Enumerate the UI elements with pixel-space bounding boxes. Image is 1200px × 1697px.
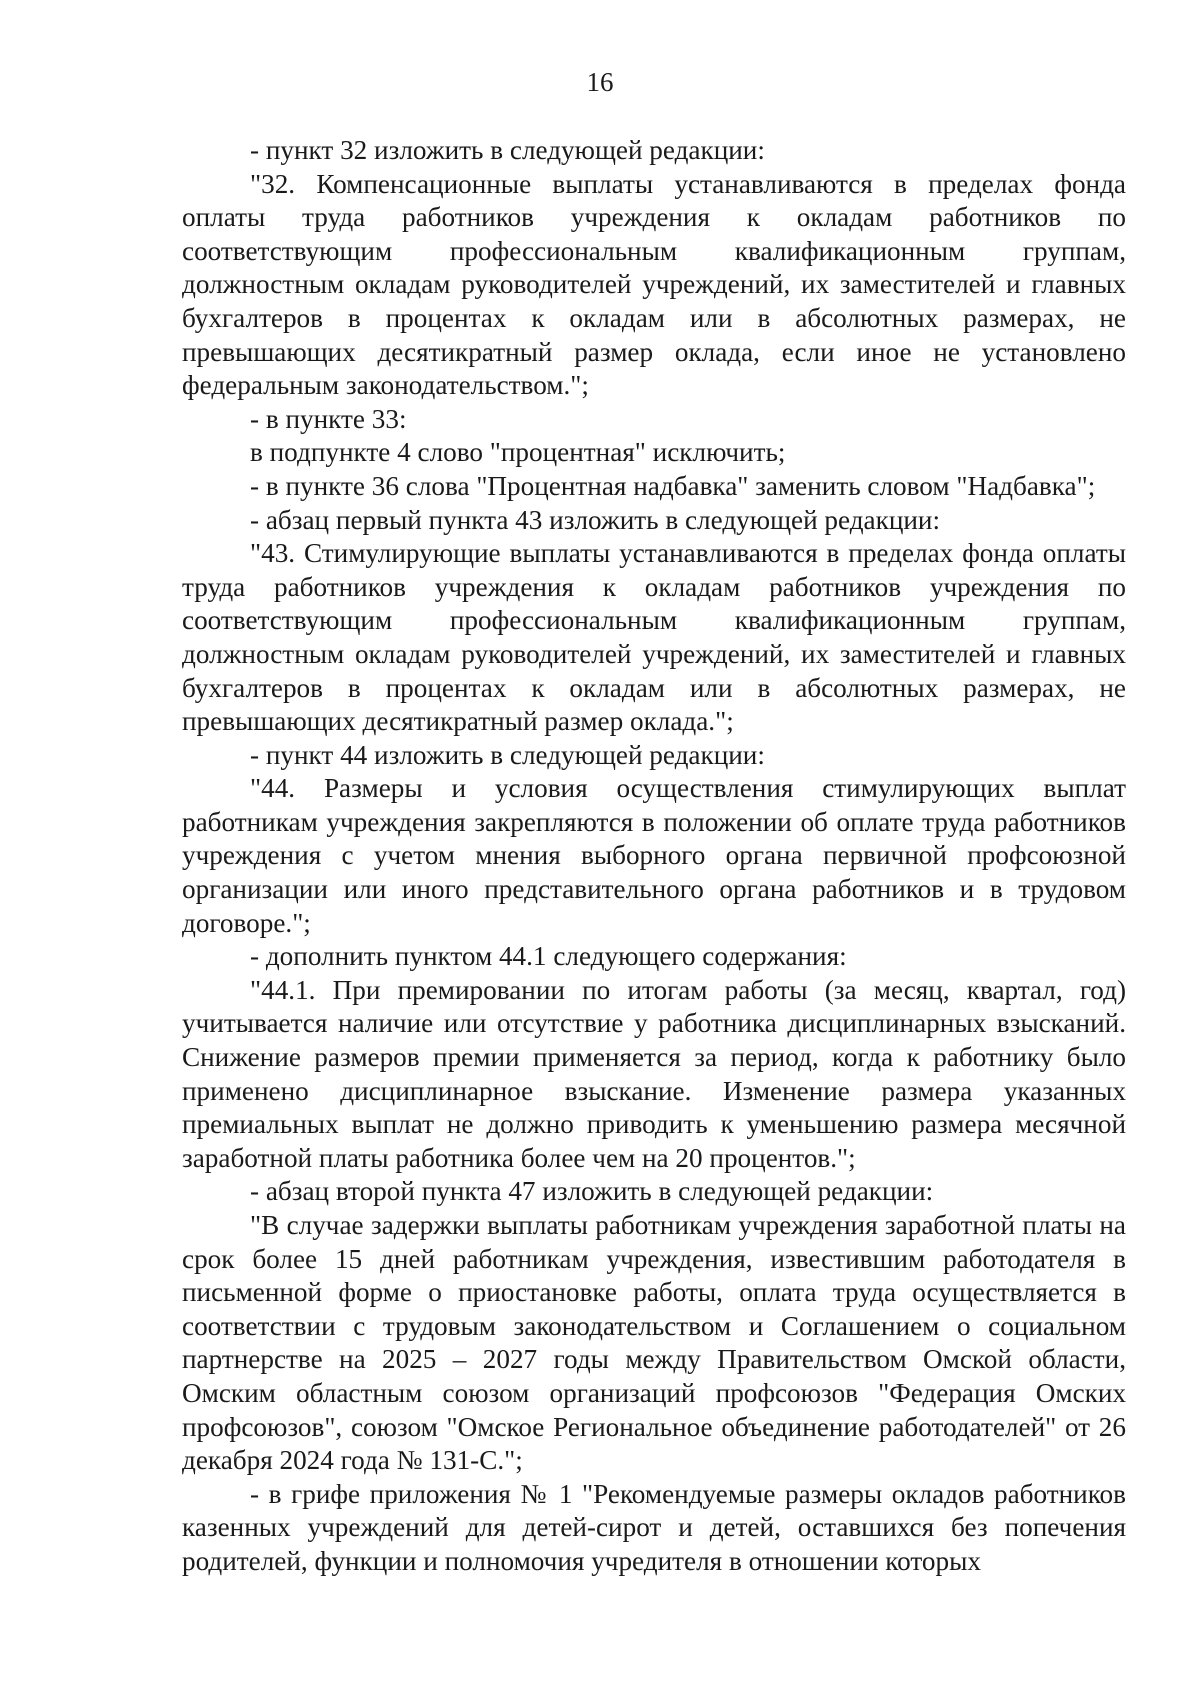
paragraph: "44.1. При премировании по итогам работы (за месяц, квартал, год) учитывается наличие или отсутствие у работника дисциплинарных взысканий. Снижение размеров премии применяется за период, когда к работнику было применено дисциплинарное взыскание. Изменение размера указанных премиальных выплат не должно приводить к уменьшению размера месячной заработной платы работника более чем на 20 процентов."; — [182, 974, 1126, 1173]
document-body — [182, 134, 1126, 1579]
paragraph: "32. Компенсационные выплаты устанавливаются в пределах фонда оплаты труда работников учреждения к окладам работников по соответствующим профессиональным квалификационным группам, должностным окладам руководителей учреждений, их заместителей и главных бухгалтеров в процентах к окладам или в абсолютных размерах, не превышающих десятикратный размер оклада, если иное не установлено федеральным законодательством."; — [182, 168, 1126, 401]
paragraph: - в пункте 36 слова "Процентная надбавка" заменить словом "Надбавка"; — [250, 470, 1096, 501]
paragraph: в подпункте 4 слово "процентная" исключить; — [250, 437, 786, 468]
paragraph: "В случае задержки выплаты работникам учреждения заработной платы на срок более 15 дней работникам учреждения, известившим работодателя в письменной форме о приостановке работы, оплата труда осуществляется в соответствии с трудовым законодательством и Соглашением о социальном партнерстве на 2025 – 2027 годы между Правительством Омской области, Омским областным союзом организаций профсоюзов "Федерация Омских профсоюзов", союзом "Омское Региональное объединение работодателей" от 26 декабря 2024 года № 131-С."; — [182, 1210, 1126, 1476]
paragraph: "43. Стимулирующие выплаты устанавливаются в пределах фонда оплаты труда работников учреждения к окладам работников учреждения по соответствующим профессиональным квалификационным группам, должностным окладам руководителей учреждений, их заместителей и главных бухгалтеров в процентах к окладам или в абсолютных размерах, не превышающих десятикратный размер оклада."; — [182, 538, 1126, 737]
paragraph: - абзац второй пункта 47 изложить в следующей редакции: — [250, 1176, 934, 1207]
paragraph: - пункт 44 изложить в следующей редакции: — [250, 739, 765, 770]
page-number: 16 — [586, 67, 614, 97]
paragraph: "44. Размеры и условия осуществления стимулирующих выплат работникам учреждения закрепляются в положении об оплате труда работников учреждения с учетом мнения выборного органа первичной профсоюзной организации или иного представительного органа работников и в трудовом договоре."; — [182, 773, 1126, 938]
paragraph: - пункт 32 изложить в следующей редакции: — [250, 135, 765, 165]
paragraph: - в грифе приложения № 1 "Рекомендуемые размеры окладов работников казенных учреждений для детей-сирот и детей, оставшихся без попечения родителей, функции и полномочия учредителя в отношении которых — [182, 1478, 1126, 1576]
paragraph: - в пункте 33: — [250, 403, 407, 434]
paragraph: - абзац первый пункта 43 изложить в следующей редакции: — [250, 504, 941, 535]
paragraph: - дополнить пунктом 44.1 следующего содержания: — [250, 941, 847, 972]
